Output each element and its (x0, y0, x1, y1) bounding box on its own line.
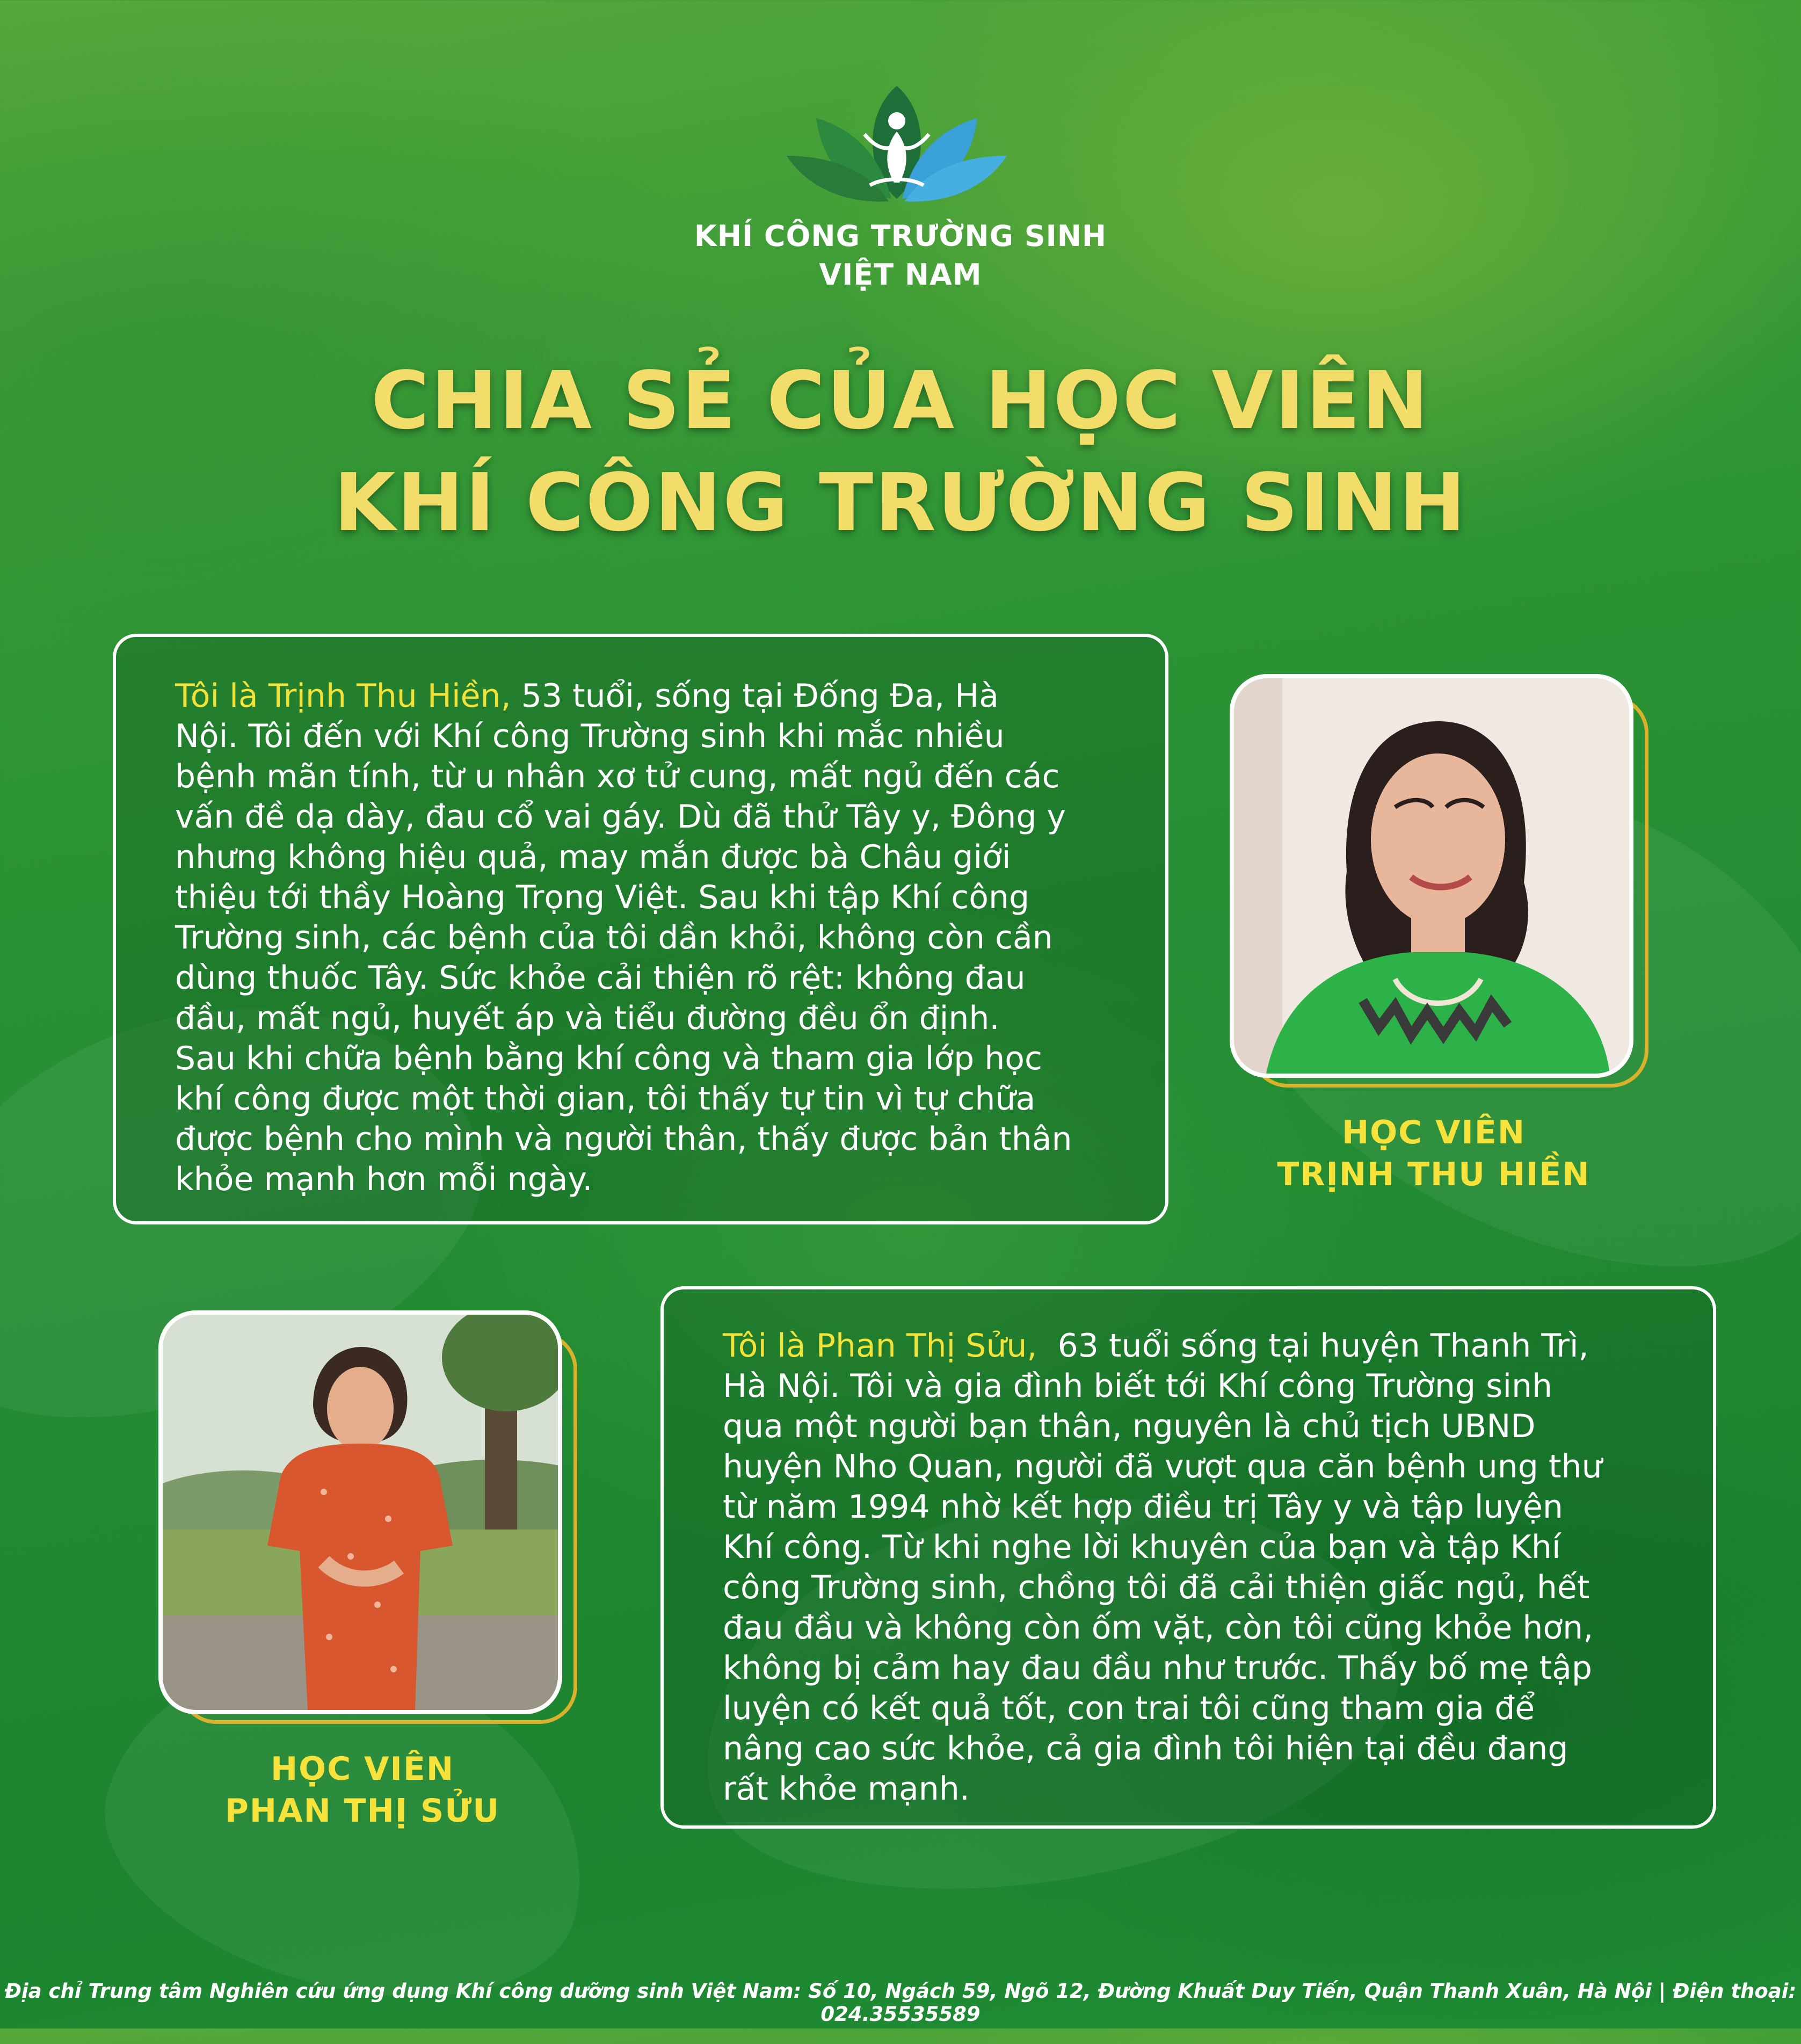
caption-name-2: PHAN THỊ SỬU (224, 1792, 500, 1830)
testimonial-card-1 (113, 634, 1168, 1224)
testimonial-intro-2: Tôi là Phan Thị Sửu, (723, 1327, 1037, 1365)
caption-name-1: TRỊNH THU HIỀN (1277, 1156, 1591, 1193)
student-caption-2 (153, 1748, 572, 1832)
testimonial-text-2 (723, 1326, 1602, 1809)
footer-address: Địa chỉ Trung tâm Nghiên cứu ứng dụng Khí công dưỡng sinh Việt Nam: Số 10, Ngách 59, Ngõ 12, Đường Khuất Duy Tiến, Quận Thanh Xuân, Hà Nội | Điện thoại: 024.35535589 (4, 1980, 1797, 2026)
testimonial-body-2: 63 tuổi sống tại huyện Thanh Trì, Hà Nội. Tôi và gia đình biết tới Khí công Trường sinh qua một người bạn thân, nguyên là chủ tịch UBND huyện Nho Quan, người đã vượt qua căn bệnh ung thư từ năm 1994 nhờ kết hợp điều trị Tây y và tập luyện Khí công. Từ khi nghe lời khuyên của bạn và tập Khí công Trường sinh, chồng tôi đã cải thiện giấc ngủ, hết đau đầu và không còn ốm vặt, còn tôi cũng khỏe hơn, không bị cảm hay đau đầu như trước. Thấy bố mẹ tập luyện có kết quả tốt, con trai tôi cũng tham gia để nâng cao sức khỏe, cả gia đình tôi hiện tại đều đang rất khỏe mạnh. (723, 1327, 1602, 1808)
caption-title-1: HỌC VIÊN (1341, 1114, 1526, 1151)
headline-line2: KHÍ CÔNG TRƯỜNG SINH (333, 456, 1468, 549)
caption-title-2: HỌC VIÊN (270, 1750, 455, 1788)
testimonial-body-1: 53 tuổi, sống tại Đống Đa, Hà Nội. Tôi đến với Khí công Trường sinh khi mắc nhiều bệnh mãn tính, từ u nhân xơ tử cung, mất ngủ đến các vấn đề dạ dày, đau cổ vai gáy. Dù đã thử Tây y, Đông y nhưng không hiệu quả, may mắn được bà Châu giới thiệu tới thầy Hoàng Trọng Việt. Sau khi tập Khí công Trường sinh, các bệnh của tôi dần khỏi, không còn cần dùng thuốc Tây. Sức khỏe cải thiện rõ rệt: không đau đầu, mất ngủ, huyết áp và tiểu đường đều ổn định. Sau khi chữa bệnh bằng khí công và tham gia lớp học khí công được một thời gian, tôi thấy tự tin vì tự chữa được bệnh cho mình và người thân, thấy được bản thân khỏe mạnh hơn mỗi ngày. (175, 677, 1072, 1198)
headline-line1: CHIA SẺ CỦA HỌC VIÊN (371, 354, 1430, 447)
brand-name-line2: VIỆT NAM (819, 258, 982, 292)
student-photo-2 (158, 1310, 577, 1724)
student-caption-1 (1230, 1112, 1638, 1195)
testimonial-text-1 (175, 676, 1072, 1200)
testimonial-card-2 (660, 1286, 1716, 1829)
portrait-woman-outdoor-icon (163, 1315, 558, 1710)
brand-name-line1: KHÍ CÔNG TRƯỜNG SINH (694, 219, 1107, 253)
lotus-logo-icon (784, 70, 1010, 215)
portrait-woman-green-icon (1234, 678, 1629, 1074)
testimonial-intro-1: Tôi là Trịnh Thu Hiền, (175, 677, 511, 715)
student-photo-1 (1230, 674, 1649, 1088)
